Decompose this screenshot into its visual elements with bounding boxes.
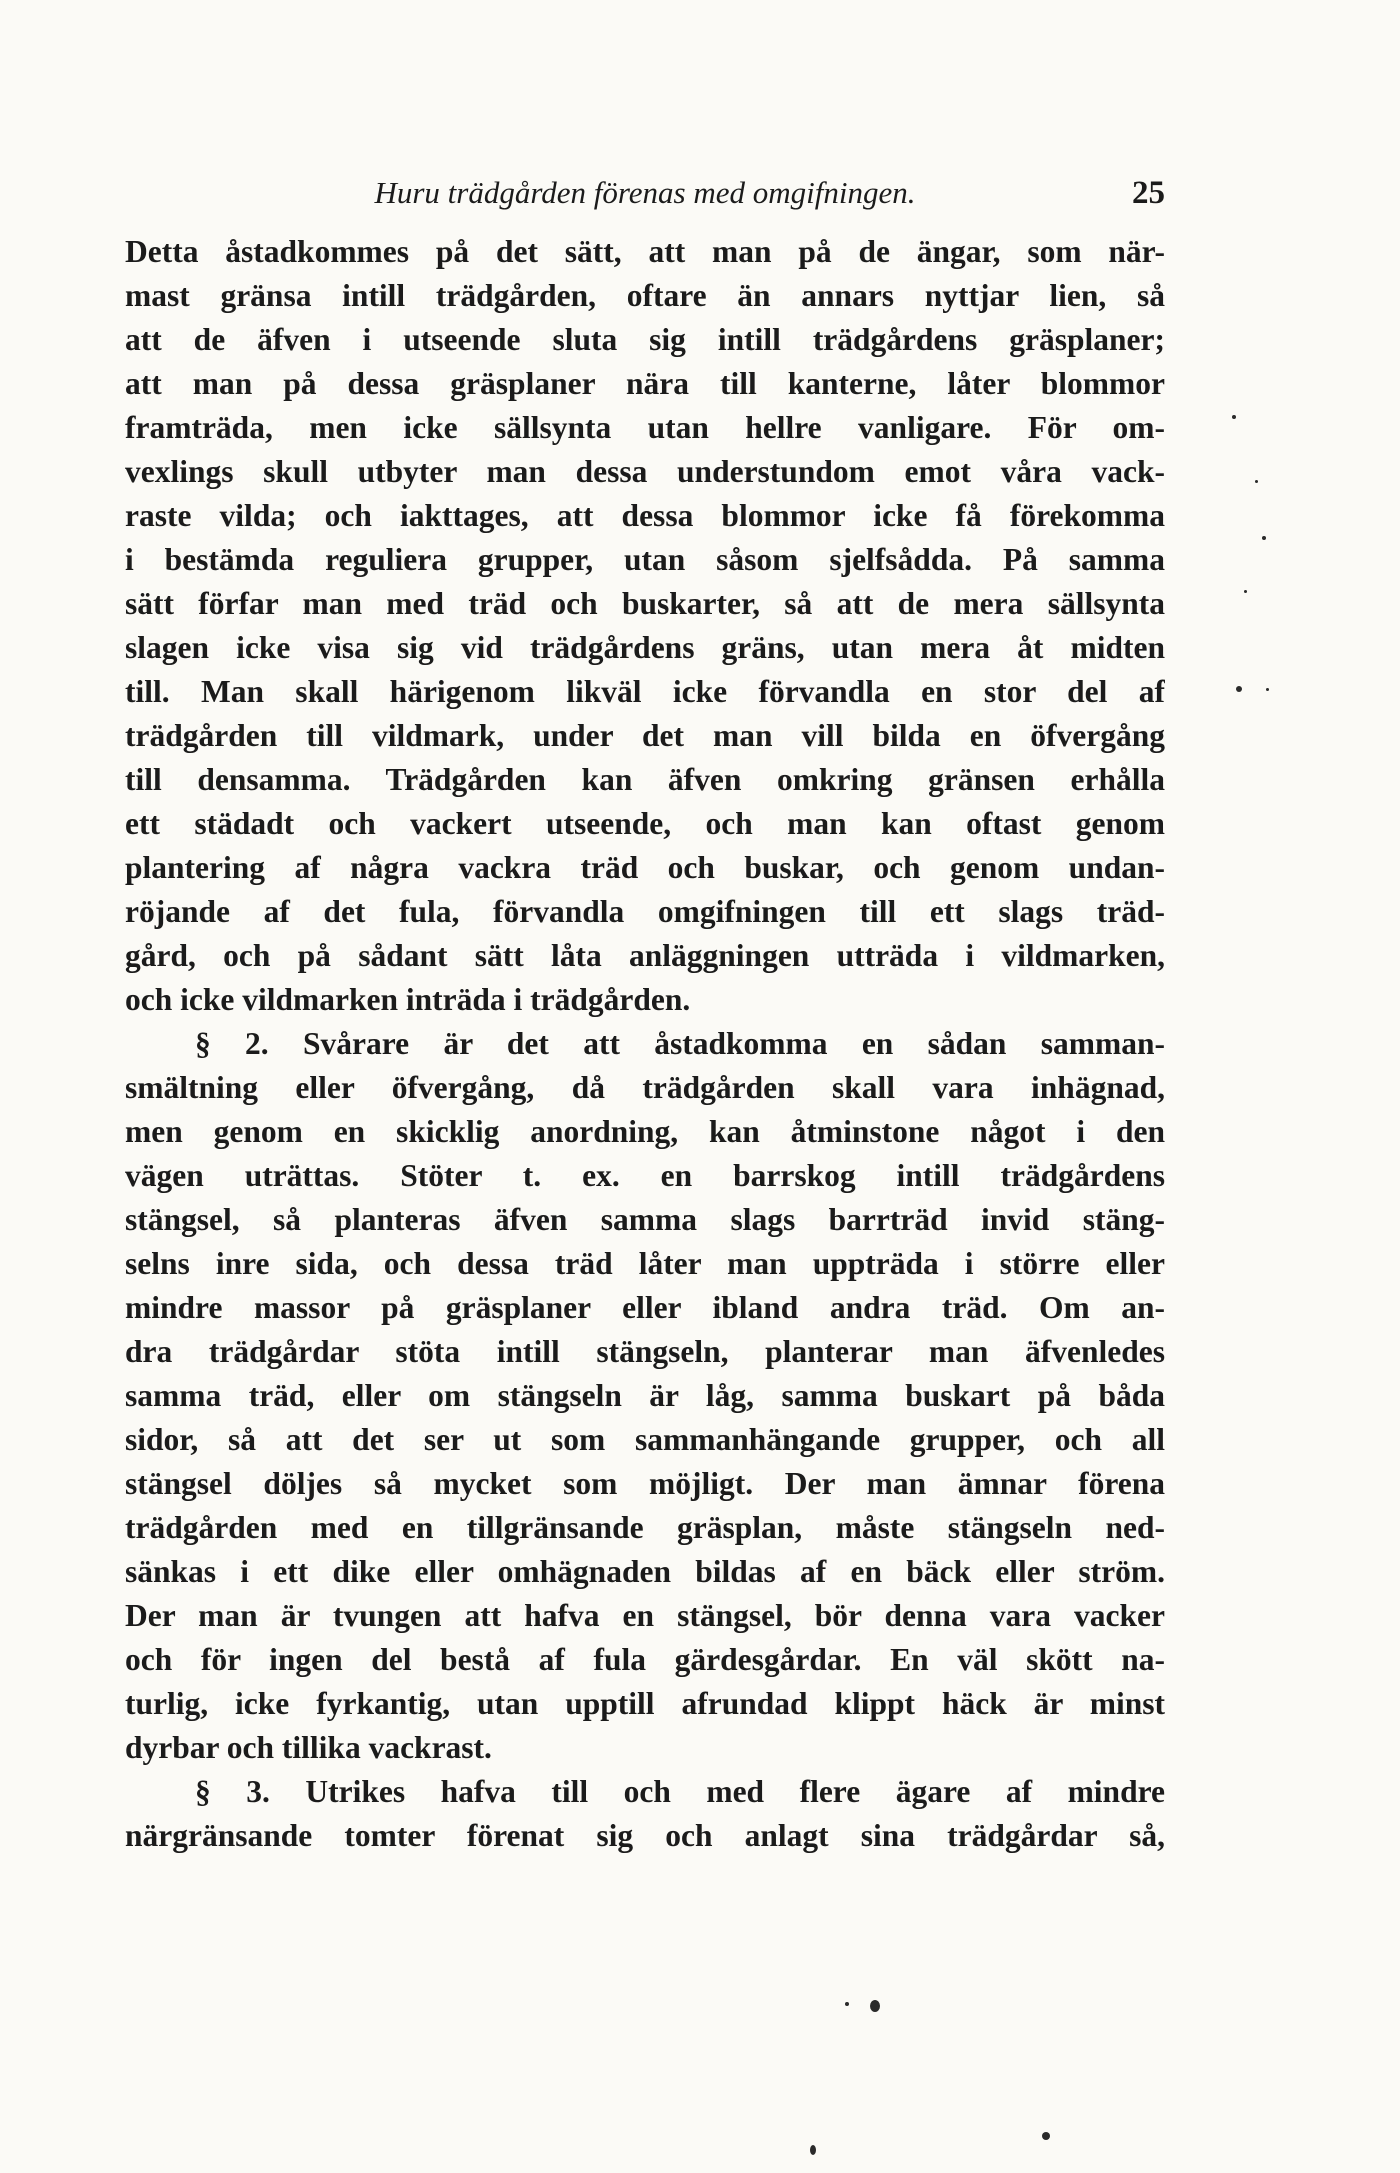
paragraph-end-line: dyrbar och tillika vackrast. [125,1730,492,1765]
text-line: till densamma. Trädgården kan äfven omkring gränsen erhålla [125,762,1165,797]
text-line: Der man är tvungen att hafva en stängsel, bör denna vara vacker [125,1598,1165,1633]
text-line: trädgården till vildmark, under det man vill bilda en öfvergång [125,718,1165,753]
paragraph-end-line: och icke vildmarken inträda i trädgården. [125,982,691,1017]
scan-speck [810,2145,816,2155]
text-line: raste vilda; och iakttages, att dessa blommor icke få förekomma [125,498,1165,533]
text-line: sätt förfar man med träd och buskarter, så att de mera sällsynta [125,586,1165,621]
scan-speck [1266,688,1269,691]
text-line: mast gränsa intill trädgården, oftare än annars nyttjar lien, så [125,278,1165,313]
text-line: sänkas i ett dike eller omhägnaden bildas af en bäck eller ström. [125,1554,1165,1589]
text-line: i bestämda reguliera grupper, utan såsom sjelfsådda. På samma [125,542,1165,577]
text-line: samma träd, eller om stängseln är låg, samma buskart på båda [125,1378,1165,1413]
text-line: närgränsande tomter förenat sig och anlagt sina trädgårdar så, [125,1818,1165,1853]
section-heading-line: § 2. Svårare är det att åstadkomma en sådan samman- [195,1026,1165,1061]
text-line: plantering af några vackra träd och buskar, och genom undan- [125,850,1165,885]
text-line: vägen uträttas. Stöter t. ex. en barrskog intill trädgårdens [125,1158,1165,1193]
body-text [125,230,1165,1858]
scan-speck [1232,415,1236,419]
text-line: mindre massor på gräsplaner eller ibland andra träd. Om an- [125,1290,1165,1325]
scan-speck [1255,480,1258,483]
scan-speck [1236,686,1242,692]
running-head [125,168,1165,218]
text-line: selns inre sida, och dessa träd låter man uppträda i större eller [125,1246,1165,1281]
text-line: att man på dessa gräsplaner nära till kanterne, låter blommor [125,366,1165,401]
scan-speck [1262,536,1266,540]
scan-speck [1244,590,1247,593]
text-line: ett städadt och vackert utseende, och man kan oftast genom [125,806,1165,841]
text-line: slagen icke visa sig vid trädgårdens gräns, utan mera åt midten [125,630,1165,665]
text-line: dra trädgårdar stöta intill stängseln, planterar man äfvenledes [125,1334,1165,1369]
running-title: Huru trädgården förenas med omgifningen. [374,175,916,210]
page-number: 25 [1132,175,1165,211]
text-line: turlig, icke fyrkantig, utan upptill afrundad klippt häck är minst [125,1686,1165,1721]
text-line: Detta åstadkommes på det sätt, att man på de ängar, som när- [125,234,1165,269]
text-line: trädgården med en tillgränsande gräsplan, måste stängseln ned- [125,1510,1165,1545]
text-line: stängsel döljes så mycket som möjligt. Der man ämnar förena [125,1466,1165,1501]
text-line: sidor, så att det ser ut som sammanhängande grupper, och all [125,1422,1165,1457]
text-line: vexlings skull utbyter man dessa understundom emot våra vack- [125,454,1165,489]
text-line: stängsel, så planteras äfven samma slags barrträd invid stäng- [125,1202,1165,1237]
scan-speck [845,2002,849,2006]
scan-speck [1042,2132,1050,2140]
text-line: framträda, men icke sällsynta utan hellre vanligare. För om- [125,410,1165,445]
text-line: men genom en skicklig anordning, kan åtminstone något i den [125,1114,1165,1149]
text-line: röjande af det fula, förvandla omgifningen till ett slags träd- [125,894,1165,929]
text-line: att de äfven i utseende sluta sig intill trädgårdens gräsplaner; [125,322,1165,357]
section-heading-line: § 3. Utrikes hafva till och med flere ägare af mindre [195,1774,1165,1809]
scan-speck [870,2000,880,2012]
text-line: gård, och på sådant sätt låta anläggningen utträda i vildmarken, [125,938,1165,973]
text-line: och för ingen del bestå af fula gärdesgårdar. En väl skött na- [125,1642,1165,1677]
text-line: till. Man skall härigenom likväl icke förvandla en stor del af [125,674,1165,709]
text-line: smältning eller öfvergång, då trädgården skall vara inhägnad, [125,1070,1165,1105]
